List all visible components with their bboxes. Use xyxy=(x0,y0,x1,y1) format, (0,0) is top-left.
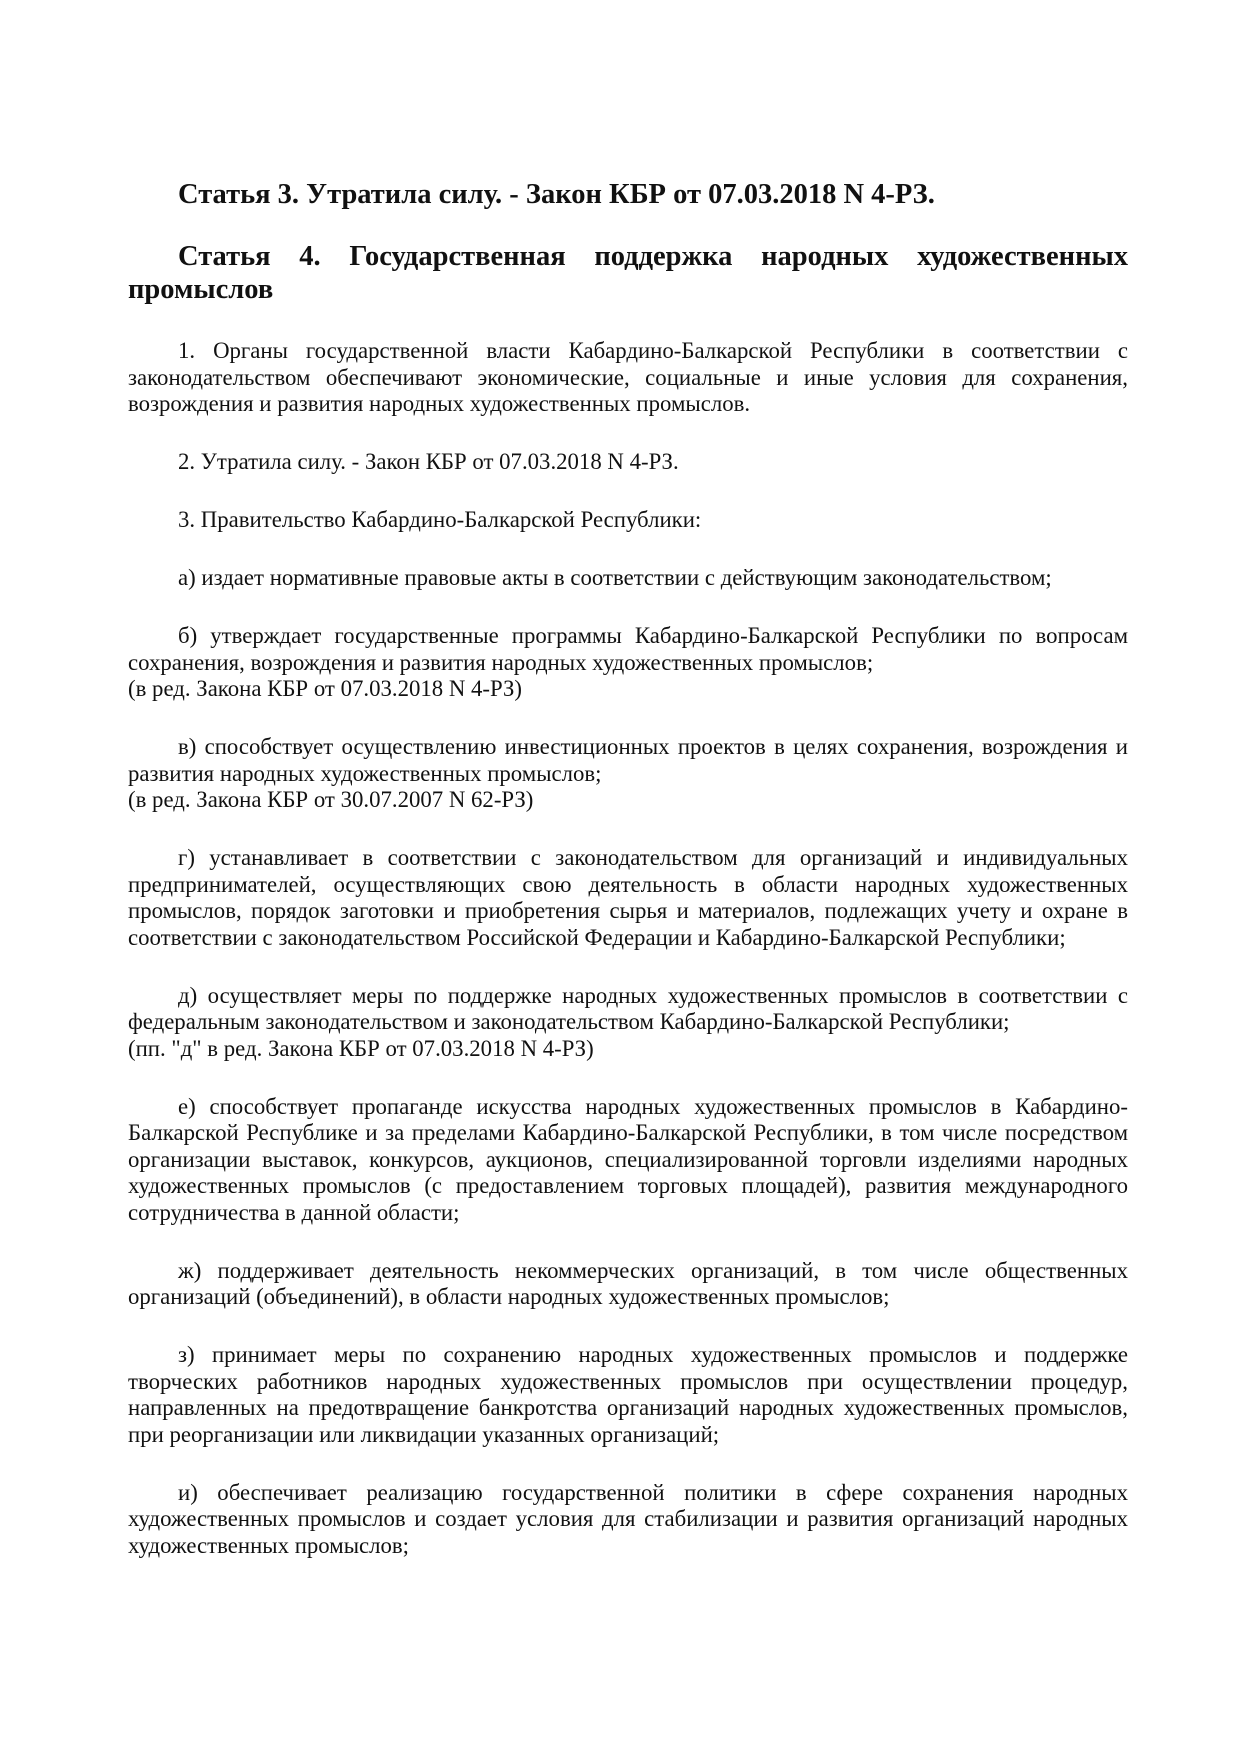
paragraph-text: з) принимает меры по сохранению народных художественных промыслов и поддержке творческих работников народных художественных промыслов при осуществлении процедур, направленных на предотвращение банкротства организаций народных художественных промыслов, при реорганизации или ликвидации указанных организаций; xyxy=(128,1342,1128,1447)
subparagraph-i xyxy=(128,1480,1128,1560)
subparagraph-v xyxy=(128,734,1128,814)
paragraph-1 xyxy=(128,338,1128,418)
subparagraph-zh xyxy=(128,1258,1128,1311)
subparagraph-e xyxy=(128,1094,1128,1227)
paragraph-text: б) утверждает государственные программы Кабардино-Балкарской Республики по вопросам сохранения, возрождения и развития народных художественных промыслов; xyxy=(128,623,1128,675)
amendment-note: (в ред. Закона КБР от 30.07.2007 N 62-РЗ) xyxy=(128,787,534,812)
paragraph-text: 1. Органы государственной власти Кабардино-Балкарской Республики в соответствии с законодательством обеспечивают экономические, социальные и иные условия для сохранения, возрождения и развития народных художественных промыслов. xyxy=(128,338,1128,416)
paragraph-3 xyxy=(128,507,1128,534)
article-3-heading: Статья 3. Утратила силу. - Закон КБР от 07.03.2018 N 4-РЗ. xyxy=(178,179,935,210)
amendment-note: (пп. "д" в ред. Закона КБР от 07.03.2018 N 4-РЗ) xyxy=(128,1035,594,1061)
paragraph-text: 3. Правительство Кабардино-Балкарской Республики: xyxy=(178,507,702,532)
amendment-note: (в ред. Закона КБР от 07.03.2018 N 4-РЗ) xyxy=(128,676,522,701)
subparagraph-a xyxy=(128,565,1128,592)
paragraph-text: и) обеспечивает реализацию государственной политики в сфере сохранения народных художественных промыслов и создает условия для стабилизации и развития организаций народных художественных промыслов; xyxy=(128,1479,1128,1558)
article-4-heading xyxy=(128,240,1128,306)
article-4-body xyxy=(128,338,1128,1559)
paragraph-text: е) способствует пропаганде искусства народных художественных промыслов в Кабардино-Балкарской Республике и за пределами Кабардино-Балкарской Республики, в том числе посредством организации выставок, конкурсов, аукционов, специализированной торговли изделиями народных художественных промыслов (с предоставлением торговых площадей), развития международного сотрудничества в данной области; xyxy=(128,1093,1128,1225)
subparagraph-d xyxy=(128,983,1128,1063)
paragraph-text: а) издает нормативные правовые акты в соответствии с действующим законодательством; xyxy=(178,565,1052,590)
paragraph-text: д) осуществляет меры по поддержке народных художественных промыслов в соответствии с федеральным законодательством и законодательством Кабардино-Балкарской Республики; xyxy=(128,982,1128,1034)
article-4-heading-line1: Статья 4. Государственная поддержка народных художественных xyxy=(178,241,1128,272)
paragraph-2 xyxy=(128,449,1128,476)
paragraph-text: в) способствует осуществлению инвестиционных проектов в целях сохранения, возрождения и развития народных художественных промыслов; xyxy=(128,734,1128,786)
paragraph-text: ж) поддерживает деятельность некоммерческих организаций, в том числе общественных организаций (объединений), в области народных художественных промыслов; xyxy=(128,1257,1128,1309)
subparagraph-g xyxy=(128,845,1128,951)
paragraph-text: г) устанавливает в соответствии с законодательством для организаций и индивидуальных предпринимателей, осуществляющих свою деятельность в области народных художественных промыслов, порядок заготовки и приобретения сырья и материалов, подлежащих учету и охране в соответствии с законодательством Российской Федерации и Кабардино-Балкарской Республики; xyxy=(128,845,1128,950)
article-4-heading-line2: промыслов xyxy=(128,274,274,305)
subparagraph-z xyxy=(128,1342,1128,1448)
subparagraph-b xyxy=(128,623,1128,703)
paragraph-text: 2. Утратила силу. - Закон КБР от 07.03.2018 N 4-РЗ. xyxy=(178,449,679,474)
